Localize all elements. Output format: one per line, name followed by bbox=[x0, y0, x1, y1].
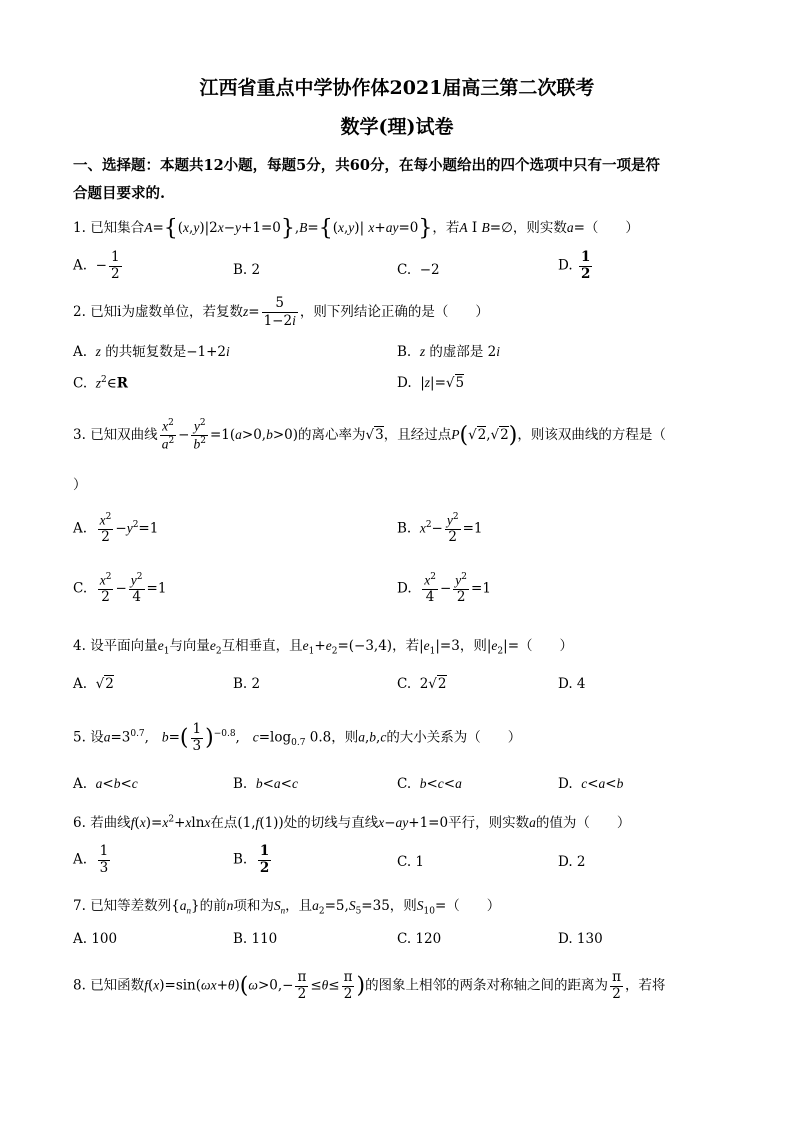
section-instruction-line1: 一、选择题：本题共12小题，每题5分，共60分，在每小题给出的四个选项中只有一项是符 bbox=[73, 157, 660, 174]
q7-option-a[interactable]: A. 100 bbox=[73, 931, 118, 947]
q7-option-d[interactable]: D. 130 bbox=[558, 931, 603, 947]
q5-option-a[interactable]: A. a<b<c bbox=[73, 776, 138, 792]
q3-option-a[interactable]: A. $\frac{x^2}{2}$ $-y^2=1$ bbox=[73, 512, 159, 546]
q1-option-b[interactable]: B. 2 bbox=[233, 262, 261, 278]
q4-option-c[interactable]: C. 2√2 bbox=[397, 676, 447, 692]
question-8: 8. 已知函数f(x)=sin(ωx+θ)(ω>0,− $\frac{\pi}{2}$ ≤θ≤ $\frac{\pi}{2}$ )的图象上相邻的两条对称轴之间的距离为 $\frac{\pi}{2}$ ，若将 bbox=[73, 969, 666, 1002]
q5-option-d[interactable]: D. c<a<b bbox=[558, 776, 624, 792]
q1-option-d[interactable]: D. $\frac{1}{2}$ bbox=[558, 249, 591, 282]
question-3-continuation: ） bbox=[73, 477, 87, 493]
q4-option-b[interactable]: B. 2 bbox=[233, 676, 261, 692]
q4-option-d[interactable]: D. 4 bbox=[558, 676, 586, 692]
q6-option-a[interactable]: A. $\frac{1}{3}$ bbox=[73, 843, 109, 876]
exam-subtitle: 数学(理)试卷 bbox=[340, 116, 454, 138]
q6-option-d[interactable]: D. 2 bbox=[558, 854, 586, 870]
q6-option-c[interactable]: C. 1 bbox=[397, 854, 425, 870]
question-5: 5. 设$a=3^{0.7}$, b=( $\frac{1}{3}$ )$^{-0.8}$, $c=\log_{0.7}$ 0.8，则a,b,c的大小关系为（ ） bbox=[73, 721, 522, 754]
q5-option-c[interactable]: C. b<c<a bbox=[397, 776, 462, 792]
exam-title: 江西省重点中学协作体2021届高三第二次联考 bbox=[199, 77, 595, 99]
q2-option-d[interactable]: D. |z|=√5 bbox=[397, 375, 465, 391]
section-instruction-line2: 合题目要求的. bbox=[73, 185, 166, 202]
question-7: 7. 已知等差数列$\{a_n\}$的前n项和为$S_n$，且$a_2=5,S_5=35$，则$S_{10}=$（ ） bbox=[73, 898, 501, 917]
question-1: 1. 已知集合A={(x,y)|2x−y+1=0},B={(x,y)| x+ay=0}，若A I B=∅，则实数a=（ ） bbox=[73, 216, 639, 241]
q2-option-a[interactable]: A. z 的共轭复数是−1+2i bbox=[73, 344, 230, 360]
q5-option-b[interactable]: B. b<a<c bbox=[233, 776, 298, 792]
q7-option-b[interactable]: B. 110 bbox=[233, 931, 278, 947]
q7-option-c[interactable]: C. 120 bbox=[397, 931, 442, 947]
q3-option-c[interactable]: C. $\frac{x^2}{2}$ − $\frac{y^2}{4}$ =1 bbox=[73, 572, 167, 606]
q3-option-b[interactable]: B. $x^2-$ $\frac{y^2}{2}$ =1 bbox=[397, 512, 483, 546]
question-3: 3. 已知双曲线 $\frac{x^2}{a^2}$ − $\frac{y^2}{b^2}$ =1(a>0,b>0)的离心率为√3，且经过点P(√2,√2)，则该双曲线的方程是（ bbox=[73, 418, 666, 452]
q2-option-c[interactable]: C. $z^2\in R$ bbox=[73, 375, 128, 392]
q1-option-a[interactable]: A. − $\frac{1}{2}$ bbox=[73, 249, 120, 282]
q1-option-c[interactable]: C. −2 bbox=[397, 262, 440, 278]
q3-option-d[interactable]: D. $\frac{x^2}{4}$ − $\frac{y^2}{2}$ =1 bbox=[397, 572, 491, 606]
question-4: 4. 设平面向量$e_1$与向量$e_2$互相垂直，且$e_1+e_2=(-3,4)$，若$|e_1|=3$，则$|e_2|=$（ ） bbox=[73, 638, 573, 657]
question-6: 6. 若曲线$f(x)=x^2+xlnx$在点(1,f(1))处的切线与直线x−ay+1=0平行，则实数a的值为（ ） bbox=[73, 814, 631, 831]
q4-option-a[interactable]: A. √2 bbox=[73, 676, 114, 692]
question-2: 2. 已知i为虚数单位，若复数z= $\frac{5}{1-2i}$ ，则下列结论正确的是（ ） bbox=[73, 295, 489, 329]
q6-option-b[interactable]: B. $\frac{1}{2}$ bbox=[233, 843, 270, 876]
q2-option-b[interactable]: B. z 的虚部是 2i bbox=[397, 344, 501, 360]
